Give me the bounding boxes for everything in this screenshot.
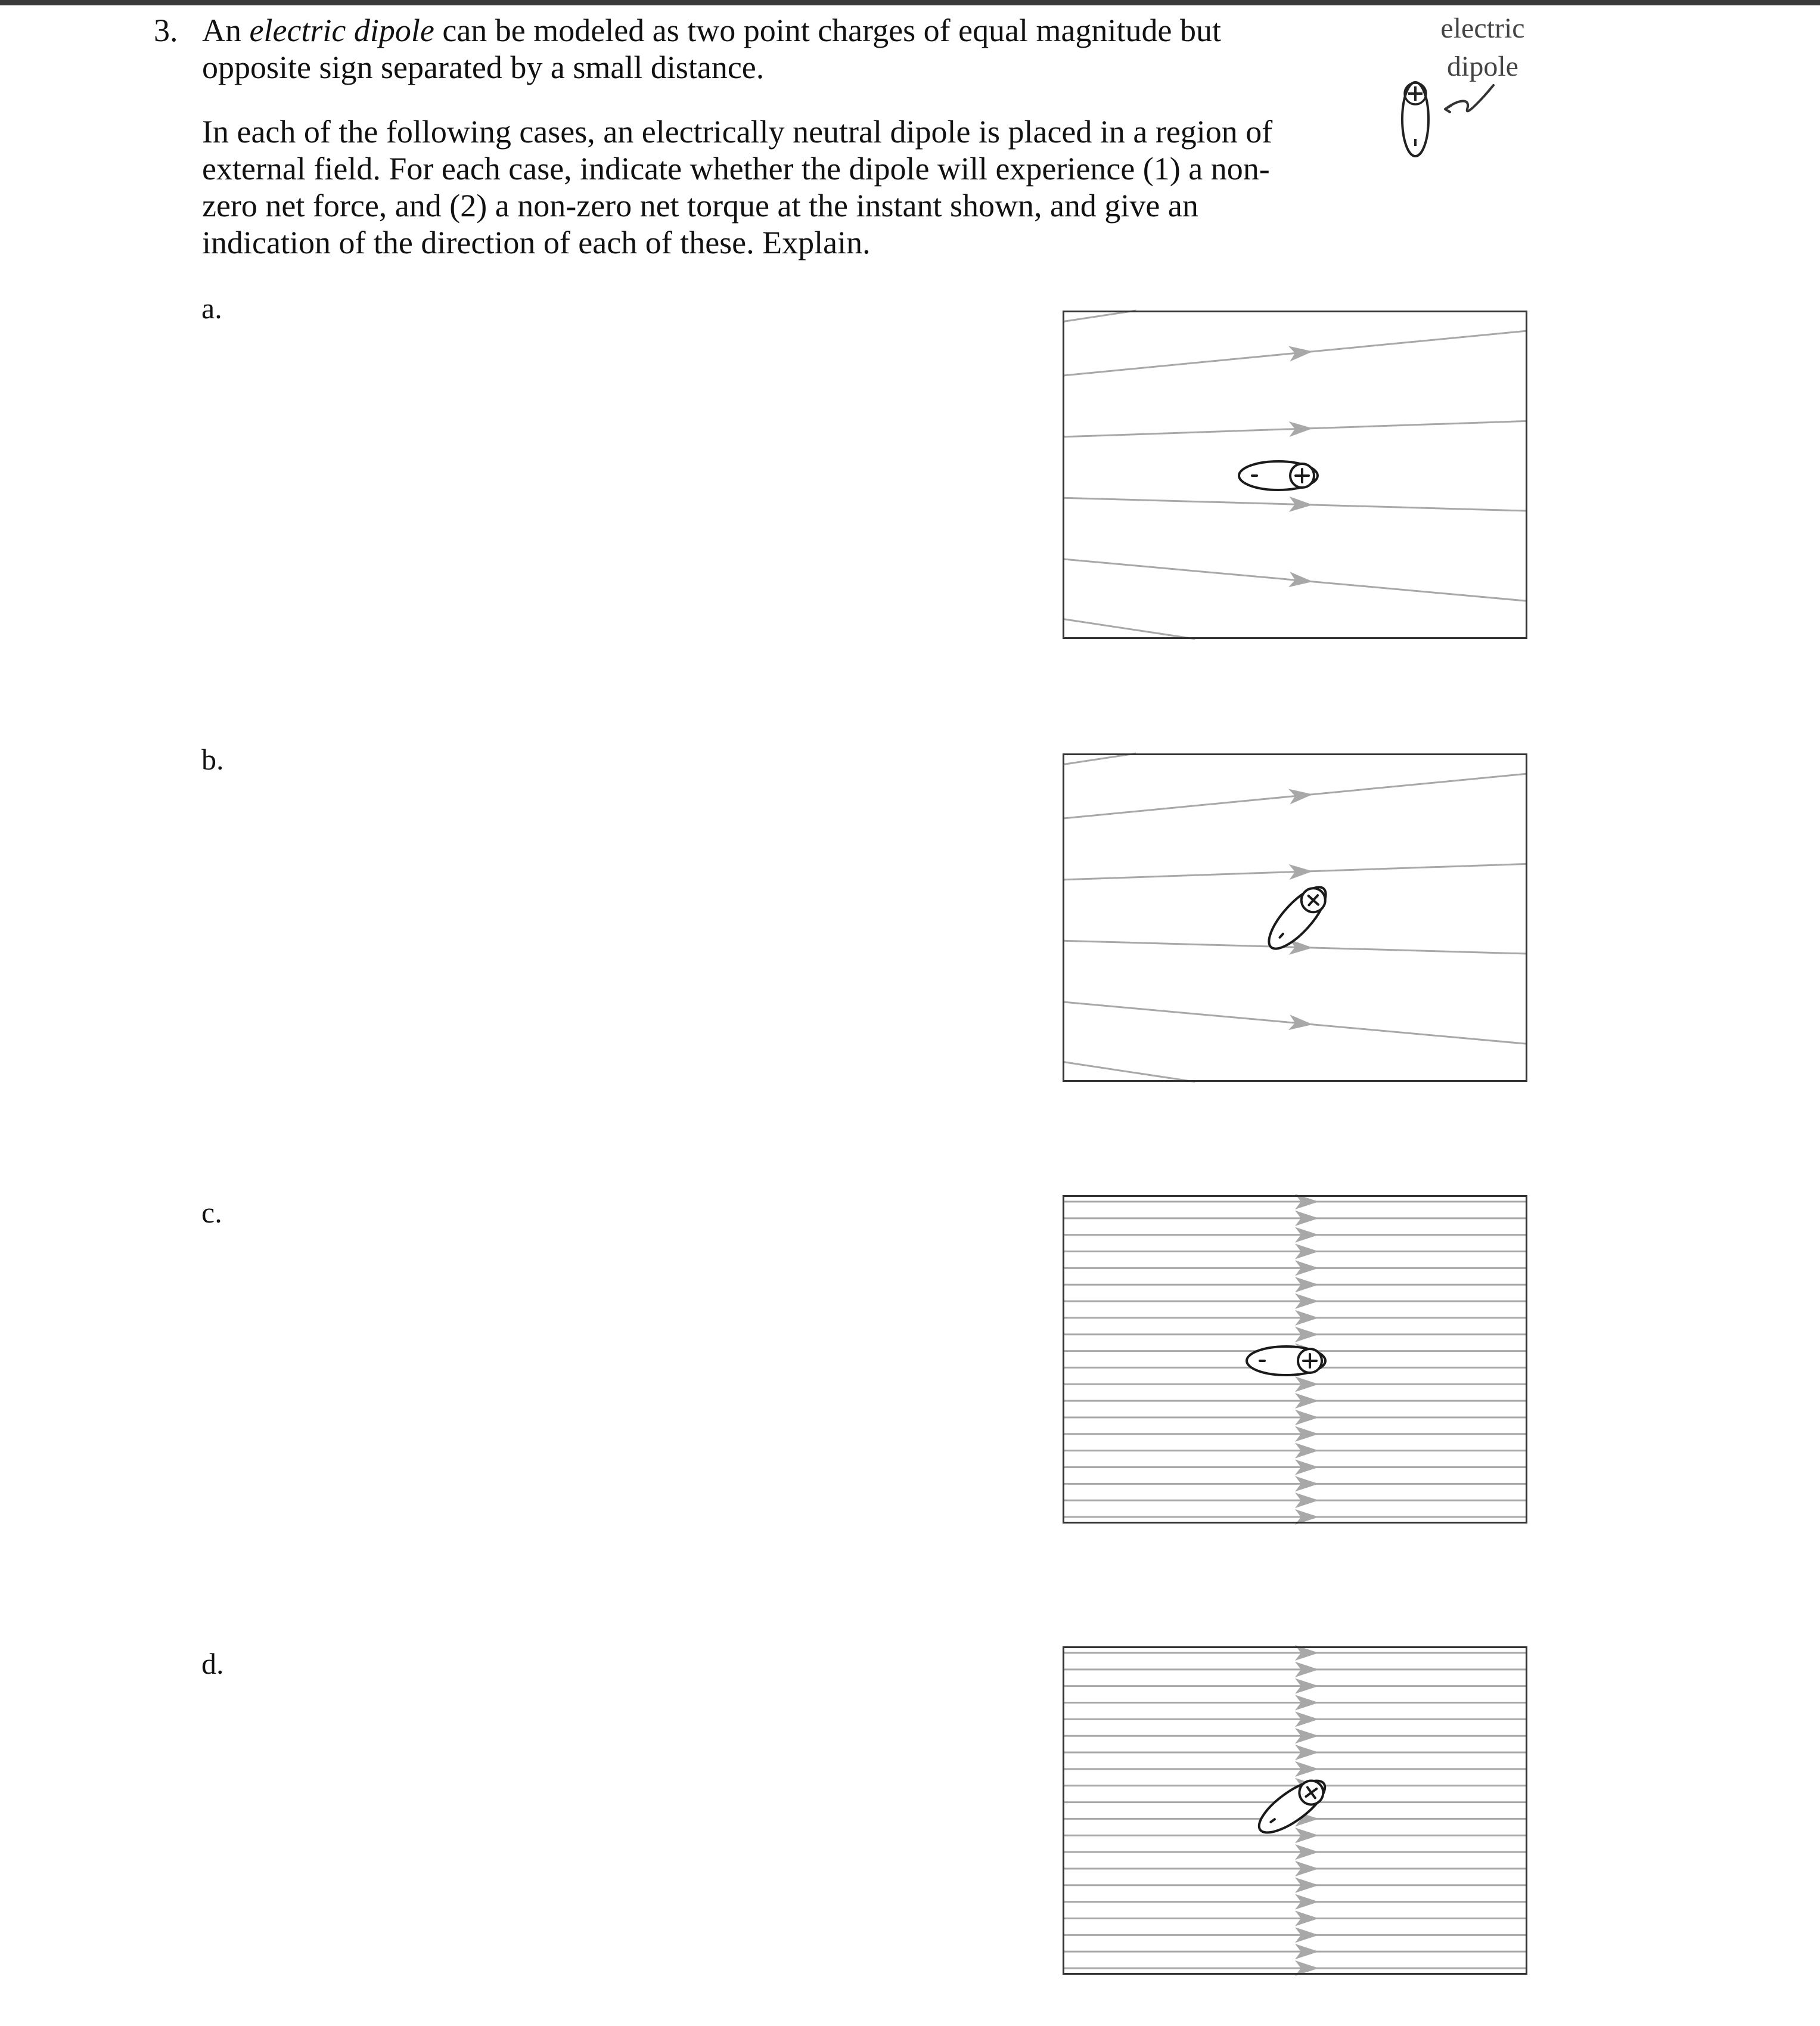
case-b-field-line xyxy=(1063,774,1527,818)
case-a-field-line xyxy=(1063,559,1527,601)
case-d-dipole-body xyxy=(1251,1772,1332,1841)
instruction-line-2: external field. For each case, indicate whether the dipole will experience (1) a non- xyxy=(202,151,1270,187)
side-label-dipole: dipole xyxy=(1447,51,1518,82)
case-a-dipole xyxy=(1239,461,1318,490)
case-d-field-diagram xyxy=(1063,1646,1527,1975)
problem-number: 3. xyxy=(154,13,178,48)
top-rule xyxy=(0,0,1820,5)
case-b-field-diagram xyxy=(1063,753,1527,1082)
case-d-dipole xyxy=(1251,1772,1332,1841)
side-pointer-squiggle xyxy=(1445,85,1493,112)
case-c-label: c. xyxy=(201,1196,222,1229)
case-a-label: a. xyxy=(201,291,222,325)
case-a-field-diagram xyxy=(1063,311,1527,639)
intro-line-2: opposite sign separated by a small distance. xyxy=(202,49,765,85)
case-b-field-line xyxy=(1063,1062,1195,1082)
instruction-line-1: In each of the following cases, an electrically neutral dipole is placed in a region of xyxy=(202,114,1273,150)
intro-pre: An xyxy=(202,13,250,48)
case-d-label: d. xyxy=(201,1647,224,1680)
case-a-field-line xyxy=(1063,619,1195,639)
instruction-line-4: indication of the direction of each of these. Explain. xyxy=(202,225,871,260)
case-c-dipole xyxy=(1247,1346,1325,1375)
side-dipole-sketch xyxy=(1389,75,1526,164)
instruction-line-3: zero net force, and (2) a non-zero net torque at the instant shown, and give an xyxy=(202,188,1198,224)
case-b-field-line xyxy=(1063,1002,1527,1044)
case-b-label: b. xyxy=(201,743,224,776)
side-label-electric: electric xyxy=(1440,13,1525,44)
intro-post: can be modeled as two point charges of equal magnitude but xyxy=(434,13,1222,48)
intro-term: electric dipole xyxy=(249,13,434,48)
case-a-field-line xyxy=(1063,331,1527,376)
intro-line-1 xyxy=(202,12,1221,49)
case-c-field-diagram xyxy=(1063,1195,1527,1524)
